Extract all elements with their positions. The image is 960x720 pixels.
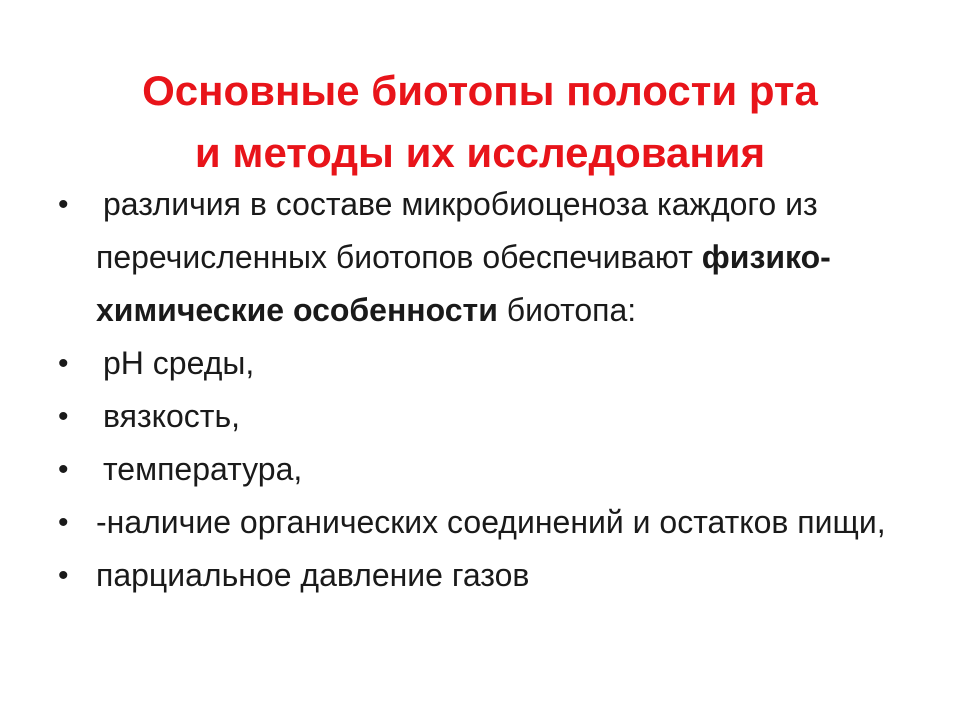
bullet-icon: • [58, 188, 69, 221]
bullet-item [58, 337, 948, 390]
bullet-text: вязкость, [103, 398, 241, 434]
bullet-text-regular-end: биотопа: [497, 292, 637, 328]
bullet-text: парциальное давление газов [96, 557, 530, 593]
bullet-icon: • [58, 347, 69, 380]
bullet-text-bold: физико-химические особенности [96, 239, 831, 328]
bullet-text: рН среды, [103, 345, 255, 381]
bullet-text: -наличие органических соединений и остатков пищи, [96, 504, 886, 540]
bullet-item [58, 443, 948, 496]
bullet-item [58, 178, 948, 337]
bullet-item [58, 390, 948, 443]
bullet-text-regular: различия в составе микробиоценоза каждого из перечисленных биотопов обеспечивают [96, 186, 818, 275]
bullet-list [58, 178, 948, 602]
slide-title [40, 60, 920, 184]
bullet-item [58, 496, 948, 549]
bullet-text [96, 186, 831, 328]
bullet-icon: • [58, 559, 69, 592]
bullet-icon: • [58, 400, 69, 433]
bullet-item [58, 549, 948, 602]
title-line-2: и методы их исследования [194, 129, 766, 177]
bullet-icon: • [58, 453, 69, 486]
bullet-text: температура, [103, 451, 303, 487]
title-line-1: Основные биотопы полости рта [142, 67, 818, 115]
bullet-icon: • [58, 506, 69, 539]
